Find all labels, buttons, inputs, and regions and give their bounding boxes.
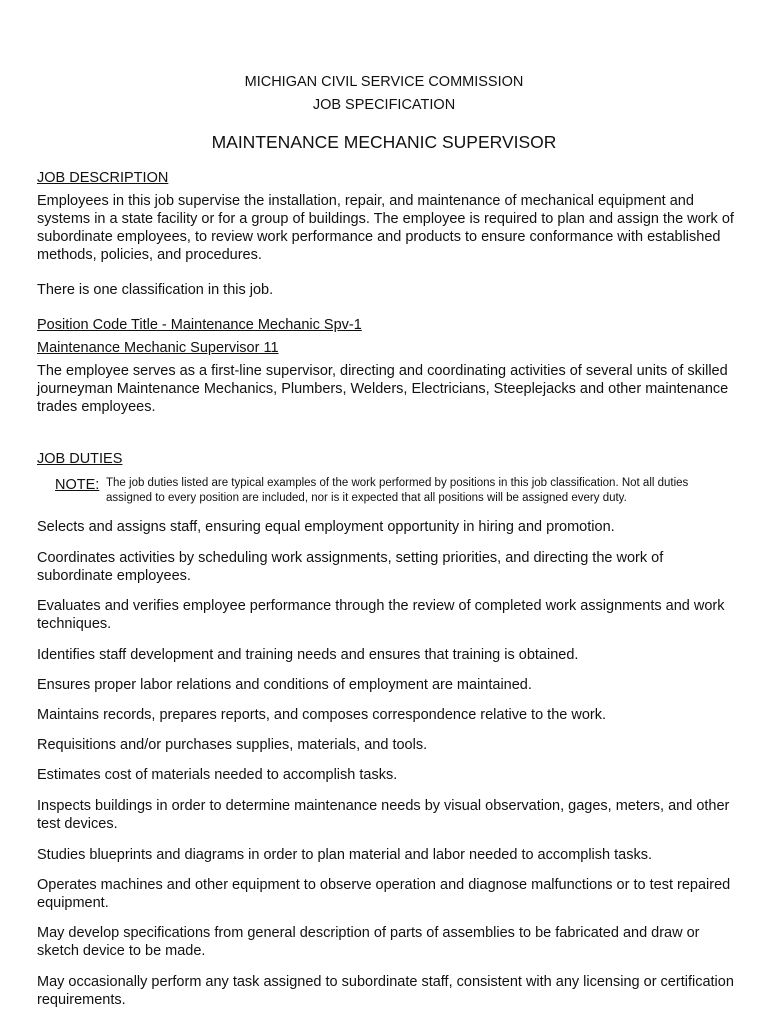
note-label: NOTE: — [55, 477, 100, 493]
job-duties-heading: JOB DUTIES — [37, 451, 123, 467]
duty-item: Requisitions and/or purchases supplies, materials, and tools. — [37, 737, 428, 753]
job-description-text: Employees in this job supervise the installation, repair, and maintenance of mechanical equipment and systems in a state facility or for a group of buildings. The employee is required to plan and assign the work of subordinate employees, to review work performance and products to ensure conformance with established methods, policies, and procedures. — [37, 193, 734, 263]
level-title: Maintenance Mechanic Supervisor 11 — [37, 340, 279, 356]
duty-item: Identifies staff development and training needs and ensures that training is obtained. — [37, 647, 579, 663]
note-text: The job duties listed are typical examples of the work performed by positions in this job classification. Not all duties assigned to every position are included, nor is it expected that all positions will be assigned every duty. — [106, 477, 689, 504]
duty-item: Evaluates and verifies employee performance through the review of completed work assignments and work techniques. — [37, 598, 725, 632]
page-title: MAINTENANCE MECHANIC SUPERVISOR — [211, 132, 557, 152]
duty-item: Ensures proper labor relations and conditions of employment are maintained. — [37, 677, 532, 693]
duty-item: Maintains records, prepares reports, and composes correspondence relative to the work. — [37, 707, 607, 723]
duty-item: Selects and assigns staff, ensuring equal employment opportunity in hiring and promotion. — [37, 519, 615, 535]
document-type: JOB SPECIFICATION — [312, 97, 456, 113]
job-description-heading: JOB DESCRIPTION — [37, 170, 169, 186]
classification-note: There is one classification in this job. — [37, 282, 274, 298]
duty-item: Coordinates activities by scheduling work assignments, setting priorities, and directing the work of subordinate employees. — [37, 550, 664, 584]
duty-item: Inspects buildings in order to determine maintenance needs by visual observation, gages, meters, and other test devices. — [37, 798, 730, 832]
agency-name: MICHIGAN CIVIL SERVICE COMMISSION — [244, 74, 524, 90]
duty-item: Operates machines and other equipment to observe operation and diagnose malfunctions or to test repaired equipment. — [37, 877, 731, 911]
level-description: The employee serves as a first-line supervisor, directing and coordinating activities of several units of skilled journeyman Maintenance Mechanics, Plumbers, Welders, Electricians, Steeplejacks and other maintenance trades employees. — [37, 363, 729, 415]
duty-item: Studies blueprints and diagrams in order to plan material and labor needed to accomplish tasks. — [37, 847, 652, 863]
duty-item: May develop specifications from general description of parts of assemblies to be fabricated and draw or sketch device to be made. — [37, 925, 700, 959]
duty-item: Estimates cost of materials needed to accomplish tasks. — [37, 767, 398, 783]
position-code-title: Position Code Title - Maintenance Mechanic Spv-1 — [37, 317, 362, 333]
duty-item: May occasionally perform any task assigned to subordinate staff, consistent with any licensing or certification requirements. — [37, 974, 734, 1008]
